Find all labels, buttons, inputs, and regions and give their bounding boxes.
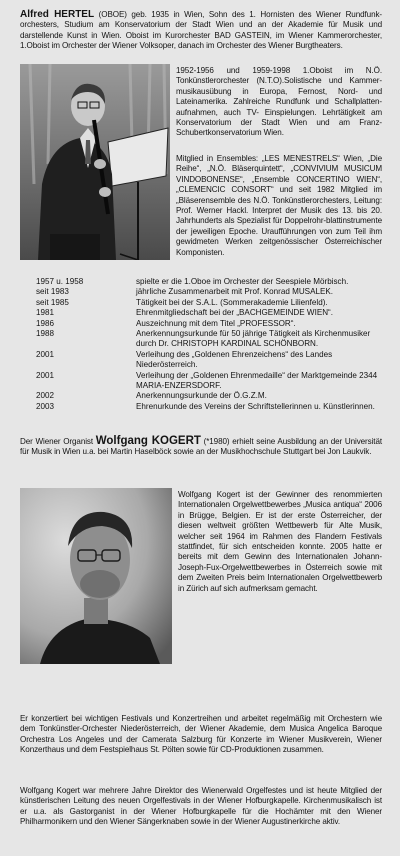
table-row [36, 287, 386, 297]
chronology-text: Ehrenmitgliedschaft bei der „BACHGEMEINDE WIEN“. [136, 308, 334, 318]
chronology-year: 1986 [36, 318, 55, 328]
hertel-intro-text: (OBOE) geb. 1935 in Wien, Sohn des 1. Hornisten des Wiener Rundfunk-orchesters, Studium am Konservatorium der Stadt Wien und an der Akademie für Musik und darstellende Kunst in Wien. Oboist im Kurorchester BAD GASTEIN, im Wiener Kammerorchester, 1.Oboist im Orchester der Wiener Volksoper, danach im Orchester des Wiener Burgtheaters. [20, 10, 383, 51]
organist-portrait-image [20, 488, 172, 664]
chronology-text: jährliche Zusammenarbeit mit Prof. Konrad MUSALEK. [136, 287, 334, 297]
hertel-intro [20, 10, 382, 52]
chronology-text: Verleihung des „Goldenen Ehrenzeichens“ des Landes Niederösterreich. [136, 349, 333, 370]
kogert-bio-award: Wolfgang Kogert ist der Gewinner des renommierten Internationalen Orgelwettbewerbes „Musica antiqua“ 2006 in Brügge, Belgien. Er ist der erste Österreicher, der diesen weltweit größten Wettbewerb für Alte Musik, welcher seit 1964 im Rahmen des Flandern Festivals stattfindet, für sich entscheiden konnte. 2005 hatte er bereits mit dem Gewinn des Internationalen Johann-Joseph-Fux-Orgelwettbewerbes in Österreich sowie mit dem Zweiten Preis beim Internationalen Orgelwettbewerb in Zürich auf sich aufmerksam gemacht. [178, 490, 382, 593]
kogert-photo [20, 488, 172, 664]
kogert-bio-concerts: Er konzertiert bei wichtigen Festivals und Konzertreihen und arbeitet regelmäßig mit Orchestern wie dem Tonkünstler-Orchester Niederösterreich, der Wiener Akademie, dem Musica Angelica Baroque Orchestra Los Angeles und der Camerata Salzburg für Konzerte im Wiener Musikverein, Wiener Konzerthaus und dem Festspielhaus St. Pölten sowie für CD-Produktionen zusammen. [20, 714, 382, 755]
chronology-year: 1988 [36, 329, 55, 339]
chronology-text: Anerkennungsurkunde für 50 jährige Tätigkeit als Kirchenmusiker durch Dr. CHRISTOPH KARDINAL SCHÖNBORN. [136, 329, 371, 349]
table-row [36, 391, 386, 401]
chronology-text: Verleihung der „Goldenen Ehrenmedaille“ der Marktgemeinde 2344 MARIA-ENZERSDORF. [136, 370, 378, 391]
chronology-text: Anerkennungsurkunde der Ö.G.Z.M. [136, 391, 267, 401]
chronology-year: seit 1983 [36, 287, 69, 297]
hertel-bio-career: 1952-1956 und 1959-1998 1.Oboist im N.Ö. Tonkünstlerorchester (N.T.O).Solistische und Kammer-musikausübung in Europa, Fernost, Nord- und Lateinamerika. Zahlreiche Rundfunk und Schallplatten-aufnahmen, auch TV- Einspielungen. Lehrtätigkeit am Konservatorium der Stadt Wien und am Franz-Schubertkonservatorium Wien. [176, 66, 382, 138]
chronology-text: Auszeichnung mit dem Titel „PROFESSOR“. [136, 318, 296, 328]
table-row [36, 371, 386, 392]
table-row [36, 402, 386, 412]
kogert-intro-post: (*1980) erhielt seine Ausbildung an der Universität für Musik in Wien u.a. bei Martin Haselböck sowie an der Musikhochschule Stuttgart bei Jon Laukvik. [20, 437, 382, 457]
chronology-text: Tätigkeit bei der S.A.L. (Sommerakademie Lilienfeld). [136, 297, 328, 307]
chronology-year: 2003 [36, 401, 55, 411]
hertel-photo [20, 64, 170, 260]
hertel-name: Alfred HERTEL [20, 9, 95, 20]
chronology-year: seit 1985 [36, 297, 69, 307]
kogert-intro-pre: Der Wiener Organist [20, 437, 96, 446]
table-row [36, 308, 386, 318]
chronology-year: 2002 [36, 391, 55, 401]
table-row [36, 298, 386, 308]
chronology-year: 2001 [36, 349, 55, 359]
kogert-intro [20, 436, 382, 458]
hertel-chronology-table [36, 277, 386, 412]
kogert-name: Wolfgang KOGERT [95, 435, 201, 447]
hertel-bio-ensembles: Mitglied in Ensembles: „LES MENESTRELS“ Wien, „Die Reihe“, „N.Ö. Bläserquintett“, „CONVIVIUM MUSICUM VINDOBONENSE“, „Ensemble CONCERTINO WIEN“, „CLEMENCIC CONSORT“ und seit 1982 Mitglied im „Bläserensemble des N.Ö. Tonkünstlerorchesters, Leitung: Prof. Werner Hackl. Interpret der Musik des 13. bis 20. Jahrhunderts als Spezialist für Doppelrohr-blattinstrumente der jeweiligen Epoche. Uraufführungen von zum Teil ihm gewidmeten Werken zeitgenössischer Österreichischer Komponisten. [176, 154, 382, 257]
kogert-bio-positions: Wolfgang Kogert war mehrere Jahre Direktor des Wienerwald Orgelfestes und ist heute Mitglied der künstlerischen Leitung des neuen Orgelfestivals in der Wiener Hofburgkapelle. Kirchenmusikalisch ist er u.a. als Gastorganist in der Wiener Hofburgkapelle für die Hochämter mit den Wiener Philharmonikern und den Wiener Sängerknaben sowie in der Wiener Augustinerkirche aktiv. [20, 786, 382, 827]
chronology-year: 2001 [36, 370, 55, 380]
chronology-year: 1957 u. 1958 [36, 277, 84, 286]
chronology-text: spielte er die 1.Oboe im Orchester der Seespiele Mörbisch. [136, 277, 349, 286]
chronology-year: 1981 [36, 308, 55, 318]
table-row [36, 277, 386, 287]
table-row [36, 350, 386, 371]
chronology-text: Ehrenurkunde des Vereins der Schriftstellerinnen u. Künstlerinnen. [136, 401, 375, 411]
oboist-portrait-image [20, 64, 170, 260]
table-row [36, 329, 386, 350]
table-row [36, 319, 386, 329]
